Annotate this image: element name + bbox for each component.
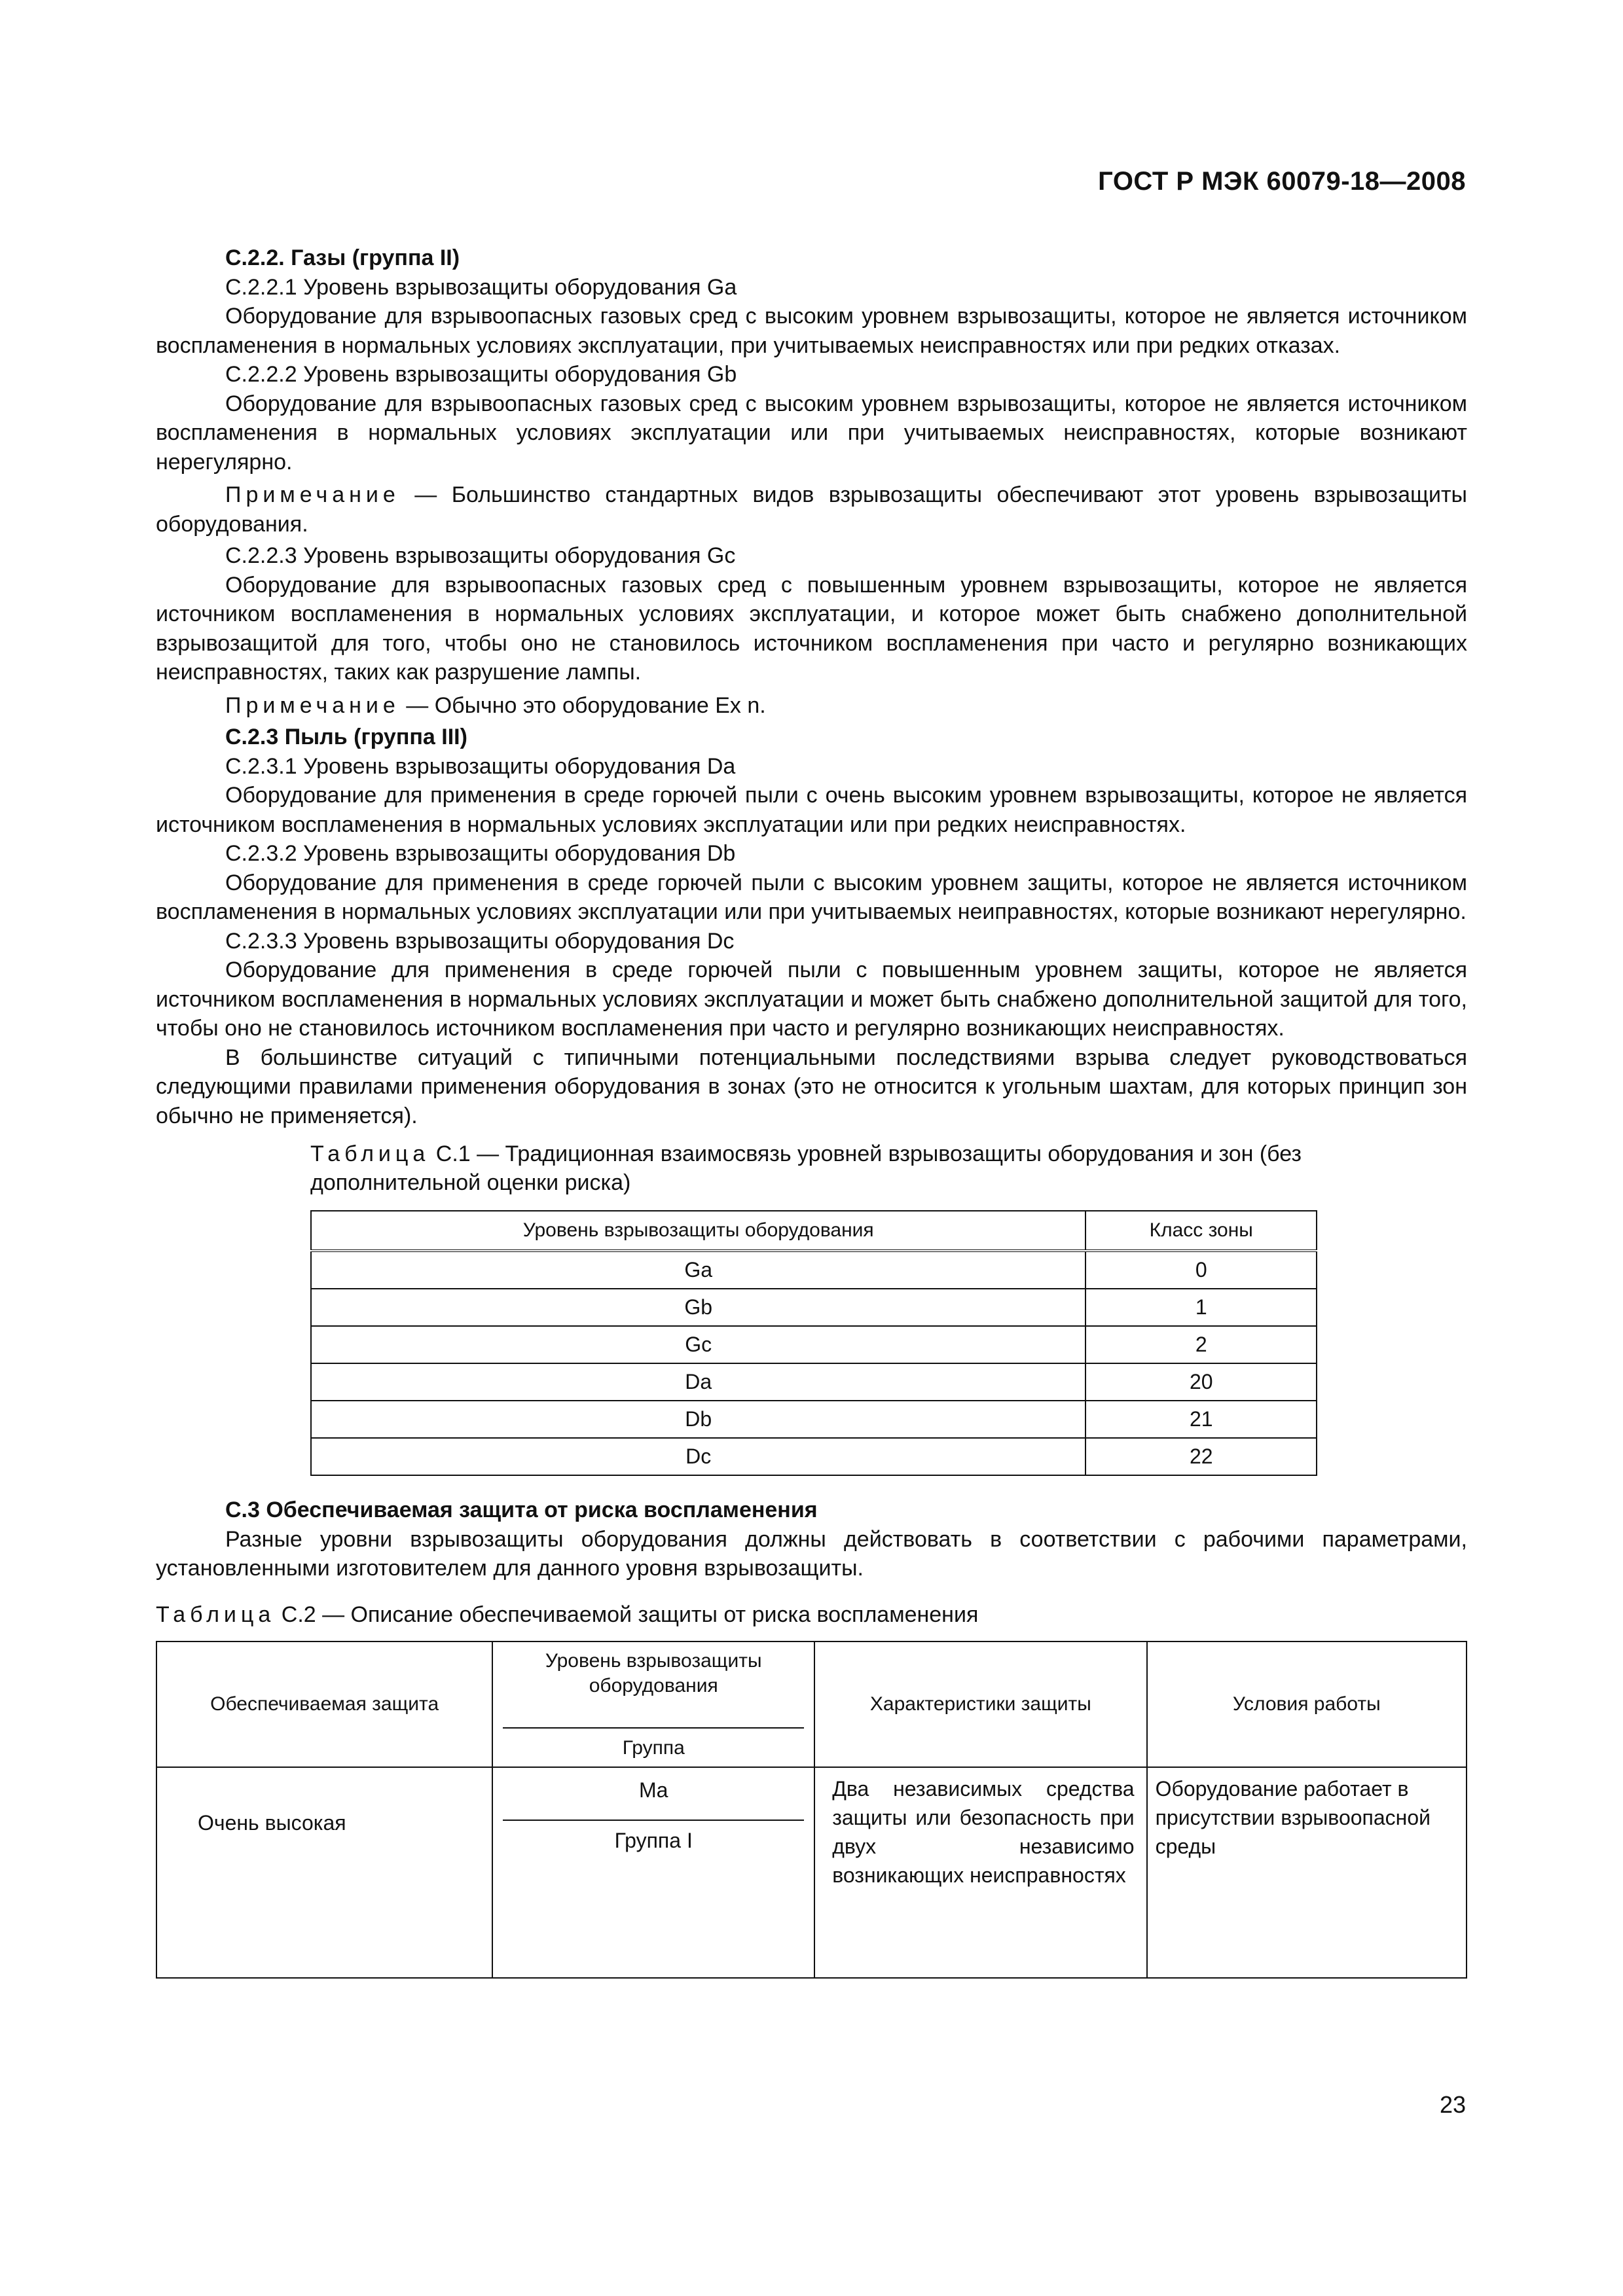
paragraph: Оборудование для взрывоопасных газовых сред с повышенным уровнем взрывозащиты, которое не является источником воспламенения в нормальных условиях эксплуатации, и которое может быть снабжено дополнительной взрывозащитой для того, чтобы оно не становилось источником воспламенения при часто и регулярно возникающих неисправностях, таких как разрушение лампы. xyxy=(156,572,1467,685)
table-cell: 0 xyxy=(1085,1251,1317,1289)
paragraph: В большинстве ситуаций с типичными потенциальными последствиями взрыва следует руководствоваться следующими правилами применения оборудования в зонах (это не относится к угольным шахтам, для которых принцип зон обычно не применяется). xyxy=(156,1045,1467,1128)
table-row xyxy=(311,1326,1317,1363)
table-cell: 22 xyxy=(1085,1438,1317,1475)
table2-caption-text: С.2 — Описание обеспечиваемой защиты от риска воспламенения xyxy=(275,1602,979,1627)
subsection-title: С.2.3.3 Уровень взрывозащиты оборудования Dc xyxy=(225,928,735,954)
section-title: С.3 Обеспечиваемая защита от риска воспламенения xyxy=(225,1498,818,1522)
table2-header-level xyxy=(492,1641,814,1767)
paragraph: Оборудование для взрывоопасных газовых сред с высоким уровнем взрывозащиты, которое не является источником воспламенения в нормальных условиях эксплуатации или при учитываемых неисправностях, которые возникают нерегулярно. xyxy=(156,391,1467,475)
document-id: ГОСТ Р МЭК 60079-18—2008 xyxy=(1098,167,1466,196)
page-number: 23 xyxy=(1439,2091,1466,2118)
table-cell: Ga xyxy=(311,1251,1085,1289)
paragraph: Оборудование для взрывоопасных газовых сред с высоким уровнем взрывозащиты, которое не является источником воспламенения в нормальных условиях эксплуатации, при учитываемых неисправностях или при редких отказах. xyxy=(156,304,1467,358)
table-cell: Dc xyxy=(311,1438,1085,1475)
note-text: — Обычно это оборудование Ex n. xyxy=(399,692,766,718)
table-cell: 20 xyxy=(1085,1363,1317,1401)
note-label: Примечание xyxy=(225,692,400,718)
table-row xyxy=(311,1289,1317,1326)
table2-header-characteristics: Характеристики защиты xyxy=(814,1641,1146,1767)
level-cell xyxy=(492,1767,814,1978)
table-row xyxy=(311,1251,1317,1289)
table-cell: 21 xyxy=(1085,1401,1317,1438)
paragraph: Оборудование для применения в среде горючей пыли с повышенным уровнем защиты, которое не является источником воспламенения в нормальных условиях эксплуатации и может быть снабжено дополнительной защитой для того, чтобы оно не становилось источником воспламенения при часто и регулярно возникающих неисправностях. xyxy=(156,958,1467,1041)
level-header-label: Уровень взрывозащиты оборудования xyxy=(545,1650,762,1696)
note xyxy=(156,691,1467,721)
note xyxy=(156,480,1467,539)
table-cell: Db xyxy=(311,1401,1085,1438)
subsection-title: С.2.3.2 Уровень взрывозащиты оборудования Db xyxy=(225,841,736,866)
section-title: С.2.2. Газы (группа II) xyxy=(225,245,460,270)
table-row xyxy=(311,1363,1317,1401)
table-row xyxy=(311,1438,1317,1475)
subsection-title: С.2.3.1 Уровень взрывозащиты оборудования Da xyxy=(225,753,736,779)
table2-caption xyxy=(156,1600,1467,1630)
table1-caption-label: Таблица xyxy=(310,1141,430,1166)
characteristics-cell: Два независимых средства защиты или безопасность при двух независимо возникающих неисправностях xyxy=(814,1767,1146,1978)
subsection-title: С.2.2.1 Уровень взрывозащиты оборудования Ga xyxy=(225,274,737,300)
table-cell: Gb xyxy=(311,1289,1085,1326)
table2 xyxy=(156,1641,1467,1979)
table-cell: 2 xyxy=(1085,1326,1317,1363)
table2-header-conditions: Условия работы xyxy=(1147,1641,1467,1767)
table2-header-row xyxy=(156,1641,1467,1767)
level-value: Ma xyxy=(639,1778,668,1802)
table2-header-protection: Обеспечиваемая защита xyxy=(156,1641,492,1767)
paragraph: Разные уровни взрывозащиты оборудования должны действовать в соответствии с рабочими параметрами, установленными изготовителем для данного уровня взрывозащиты. xyxy=(156,1526,1467,1581)
table-row xyxy=(156,1767,1467,1978)
note-text: — Большинство стандартных видов взрывозащиты обеспечивают этот уровень взрывозащиты оборудования. xyxy=(156,482,1467,537)
protection-cell: Очень высокая xyxy=(156,1767,492,1978)
table1-caption xyxy=(310,1139,1332,1197)
subsection-title: С.2.2.2 Уровень взрывозащиты оборудования Gb xyxy=(225,362,737,387)
note-label: Примечание xyxy=(225,482,400,507)
table-cell: 1 xyxy=(1085,1289,1317,1326)
table1-caption-text: С.1 — Традиционная взаимосвязь уровней взрывозащиты оборудования и зон (без дополнительной оценки риска) xyxy=(310,1141,1302,1195)
paragraph: Оборудование для применения в среде горючей пыли с высоким уровнем защиты, которое не является источником воспламенения в нормальных условиях эксплуатации или при учитываемых неиправностях, которые возникают нерегулярно. xyxy=(156,870,1467,924)
group-header-label: Группа xyxy=(622,1737,685,1759)
table1-header-cell: Уровень взрывозащиты оборудования xyxy=(311,1211,1085,1251)
table2-caption-label: Таблица xyxy=(156,1602,276,1627)
table-row xyxy=(311,1401,1317,1438)
subsection-title: С.2.2.3 Уровень взрывозащиты оборудования Gc xyxy=(225,543,736,568)
table-cell: Gc xyxy=(311,1326,1085,1363)
level-header-stack xyxy=(493,1642,814,1767)
section-title: С.2.3 Пыль (группа III) xyxy=(225,725,467,749)
table1 xyxy=(310,1210,1317,1476)
table1-header-cell: Класс зоны xyxy=(1085,1211,1317,1251)
table-cell: Da xyxy=(311,1363,1085,1401)
conditions-cell: Оборудование работает в присутствии взрывоопасной среды xyxy=(1147,1767,1467,1978)
document-body xyxy=(156,243,1467,1979)
group-value: Группа I xyxy=(614,1828,693,1852)
table1-header-row xyxy=(311,1211,1317,1251)
paragraph: Оборудование для применения в среде горючей пыли с очень высоким уровнем взрывозащиты, которое не является источником воспламенения в нормальных условиях эксплуатации или при редких неисправностях. xyxy=(156,783,1467,837)
